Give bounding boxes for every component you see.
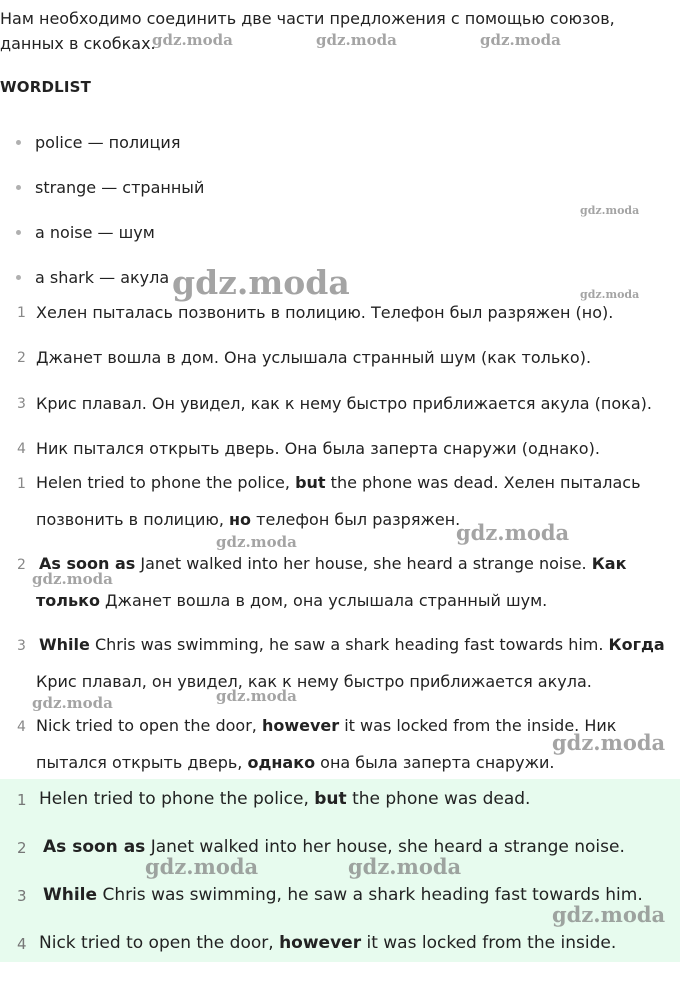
- solution-line: Nick tried to open the door, however it was locked from the inside. Ник: [36, 716, 617, 735]
- wordlist-heading: WORDLIST: [0, 78, 92, 96]
- solution-line: пытался открыть дверь, однако она была заперта снаружи.: [36, 753, 555, 772]
- task-text: Хелен пыталась позвонить в полицию. Телефон был разряжен (но).: [36, 303, 614, 322]
- solution-number: 2: [17, 557, 26, 573]
- solution-line: Крис плавал, он увидел, как к нему быстро приближается акула.: [36, 672, 592, 691]
- task-number: 2: [17, 350, 26, 366]
- solution-line: Helen tried to phone the police, but the phone was dead. Хелен пыталась: [36, 473, 641, 492]
- solution-line: While Chris was swimming, he saw a shark heading fast towards him. Когда: [39, 635, 665, 654]
- task-number: 1: [17, 305, 26, 321]
- bullet-icon: [16, 275, 21, 280]
- answers-box: [0, 779, 680, 962]
- watermark: gdz.moda: [172, 263, 350, 302]
- task-text: Джанет вошла в дом. Она услышала странный шум (как только).: [36, 348, 592, 367]
- wordlist-item: police — полиция: [16, 131, 180, 155]
- watermark: gdz.moda: [552, 730, 666, 755]
- watermark: gdz.moda: [456, 520, 570, 545]
- solution-number: 4: [17, 719, 26, 735]
- answer-number: 1: [17, 791, 27, 809]
- intro-line-1: Нам необходимо соединить две части предложения с помощью союзов,: [0, 9, 615, 28]
- task-number: 4: [17, 441, 26, 457]
- watermark: gdz.moda: [32, 694, 113, 712]
- bullet-icon: [16, 185, 21, 190]
- watermark: gdz.moda: [32, 570, 113, 588]
- task-text: Крис плавал. Он увидел, как к нему быстро приближается акула (пока).: [36, 394, 652, 413]
- solution-line: позвонить в полицию, но телефон был разряжен.: [36, 510, 461, 529]
- answer-line: Helen tried to phone the police, but the phone was dead.: [39, 789, 531, 809]
- solution-line: As soon as Janet walked into her house, she heard a strange noise. Как: [39, 554, 627, 573]
- intro-line-2: данных в скобках.: [0, 34, 156, 53]
- answer-line: Nick tried to open the door, however it was locked from the inside.: [39, 933, 617, 953]
- answer-line: While Chris was swimming, he saw a shark heading fast towards him.: [43, 885, 643, 905]
- watermark: gdz.moda: [348, 854, 462, 879]
- answer-line: As soon as Janet walked into her house, she heard a strange noise.: [43, 837, 625, 857]
- solution-number: 3: [17, 638, 26, 654]
- wordlist-item: a shark — акула: [16, 266, 169, 290]
- watermark: gdz.moda: [152, 31, 233, 49]
- answer-number: 4: [17, 935, 27, 953]
- watermark: gdz.moda: [316, 31, 397, 49]
- wordlist-item: a noise — шум: [16, 221, 155, 245]
- task-number: 3: [17, 396, 26, 412]
- solution-number: 1: [17, 476, 26, 492]
- solution-line: только Джанет вошла в дом, она услышала странный шум.: [36, 591, 548, 610]
- task-text: Ник пытался открыть дверь. Она была заперта снаружи (однако).: [36, 439, 600, 458]
- watermark: gdz.moda: [145, 854, 259, 879]
- answer-number: 3: [17, 887, 27, 905]
- watermark: gdz.moda: [480, 31, 561, 49]
- watermark: gdz.moda: [216, 687, 297, 705]
- bullet-icon: [16, 230, 21, 235]
- answer-number: 2: [17, 839, 27, 857]
- wordlist-item: strange — странный: [16, 176, 204, 200]
- watermark: gdz.moda: [552, 902, 666, 927]
- watermark: gdz.moda: [580, 204, 640, 217]
- watermark: gdz.moda: [216, 533, 297, 551]
- watermark: gdz.moda: [580, 288, 640, 301]
- bullet-icon: [16, 140, 21, 145]
